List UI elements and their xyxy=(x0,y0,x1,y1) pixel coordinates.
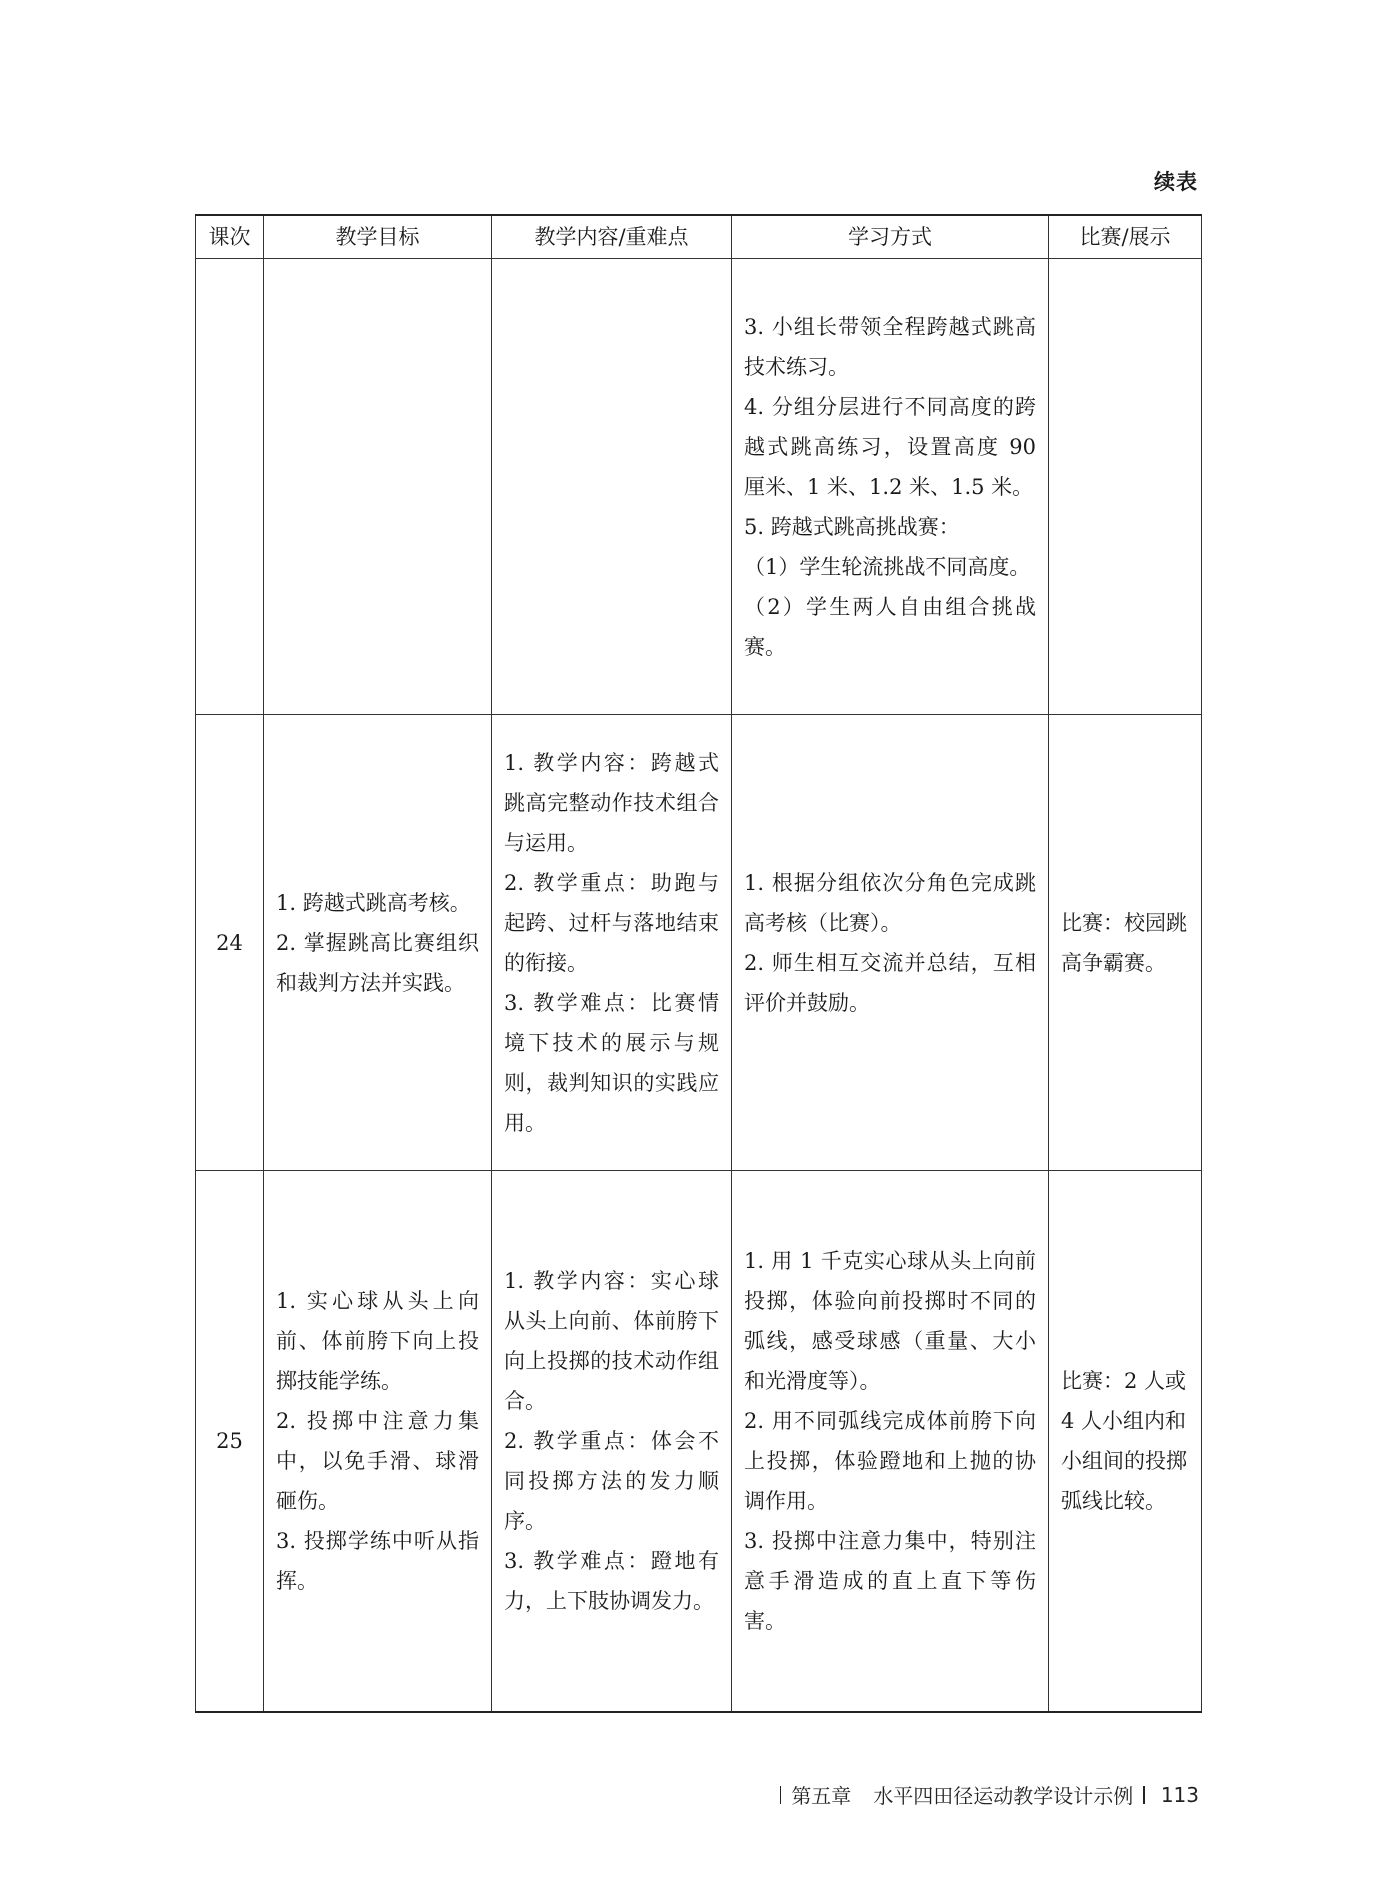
header-methods: 学习方式 xyxy=(732,215,1049,259)
objective-item: 2. 投掷中注意力集中，以免手滑、球滑砸伤。 xyxy=(276,1408,479,1513)
content-item: 3. 教学难点：比赛情境下技术的展示与规则，裁判知识的实践应用。 xyxy=(504,990,719,1135)
content-cell xyxy=(492,1171,732,1712)
content-item: 2. 教学重点：体会不同投掷方法的发力顺序。 xyxy=(504,1428,719,1533)
methods-cell xyxy=(732,259,1049,715)
lesson-plan-table xyxy=(195,214,1202,1713)
continued-table-label: 续表 xyxy=(1154,170,1198,194)
page-number: 113 xyxy=(1160,1782,1199,1807)
content-cell xyxy=(492,715,732,1171)
content-item: 1. 教学内容：实心球从头上向前、体前胯下向上投掷的技术动作组合。 xyxy=(504,1268,719,1413)
table-header-row xyxy=(196,215,1202,259)
methods-item: 3. 投掷中注意力集中，特别注意手滑造成的直上直下等伤害。 xyxy=(744,1528,1036,1633)
content-item: 2. 教学重点：助跑与起跨、过杆与落地结束的衔接。 xyxy=(504,870,719,975)
header-content: 教学内容/重难点 xyxy=(492,215,732,259)
lesson-number: 25 xyxy=(196,1171,264,1712)
objective-item: 1. 跨越式跳高考核。 xyxy=(276,890,471,915)
methods-cell xyxy=(732,715,1049,1171)
methods-item: 4. 分组分层进行不同高度的跨越式跳高练习，设置高度 90 厘米、1 米、1.2 米、1.5 米。 xyxy=(744,394,1036,499)
methods-item: 5. 跨越式跳高挑战赛： xyxy=(744,514,960,539)
content-item: 3. 教学难点：蹬地有力，上下肢协调发力。 xyxy=(504,1548,719,1613)
objectives-cell xyxy=(264,259,492,715)
footer-chapter: 第五章 xyxy=(791,1784,852,1808)
table-row xyxy=(196,259,1202,715)
lesson-number: 24 xyxy=(196,715,264,1171)
content-item: 1. 教学内容：跨越式跳高完整动作技术组合与运用。 xyxy=(504,750,719,855)
objective-item: 2. 掌握跳高比赛组织和裁判方法并实践。 xyxy=(276,930,479,995)
methods-cell xyxy=(732,1171,1049,1712)
table-row xyxy=(196,1171,1202,1712)
footer-divider xyxy=(1143,1786,1145,1804)
methods-item: 1. 用 1 千克实心球从头上向前投掷，体验向前投掷时不同的弧线，感受球感（重量、大小和光滑度等）。 xyxy=(744,1248,1036,1393)
competition-cell: 比赛：校园跳高争霸赛。 xyxy=(1049,715,1202,1171)
methods-item: （1）学生轮流挑战不同高度。 xyxy=(744,554,1031,579)
objectives-cell xyxy=(264,1171,492,1712)
header-objectives: 教学目标 xyxy=(264,215,492,259)
lesson-number xyxy=(196,259,264,715)
page-footer xyxy=(770,1780,1199,1809)
footer-divider xyxy=(780,1786,782,1804)
objective-item: 1. 实心球从头上向前、体前胯下向上投掷技能学练。 xyxy=(276,1288,479,1393)
methods-item: 3. 小组长带领全程跨越式跳高技术练习。 xyxy=(744,314,1036,379)
methods-item: （2）学生两人自由组合挑战赛。 xyxy=(744,594,1036,659)
content-cell xyxy=(492,259,732,715)
header-competition: 比赛/展示 xyxy=(1049,215,1202,259)
objectives-cell xyxy=(264,715,492,1171)
competition-cell: 比赛：2 人或 4 人小组内和小组间的投掷弧线比较。 xyxy=(1049,1171,1202,1712)
objective-item: 3. 投掷学练中听从指挥。 xyxy=(276,1528,479,1593)
table-row xyxy=(196,715,1202,1171)
competition-cell xyxy=(1049,259,1202,715)
footer-title: 水平四田径运动教学设计示例 xyxy=(873,1784,1134,1808)
methods-item: 2. 用不同弧线完成体前胯下向上投掷，体验蹬地和上抛的协调作用。 xyxy=(744,1408,1036,1513)
header-lesson: 课次 xyxy=(196,215,264,259)
methods-item: 2. 师生相互交流并总结，互相评价并鼓励。 xyxy=(744,950,1036,1015)
methods-item: 1. 根据分组依次分角色完成跳高考核（比赛）。 xyxy=(744,870,1036,935)
